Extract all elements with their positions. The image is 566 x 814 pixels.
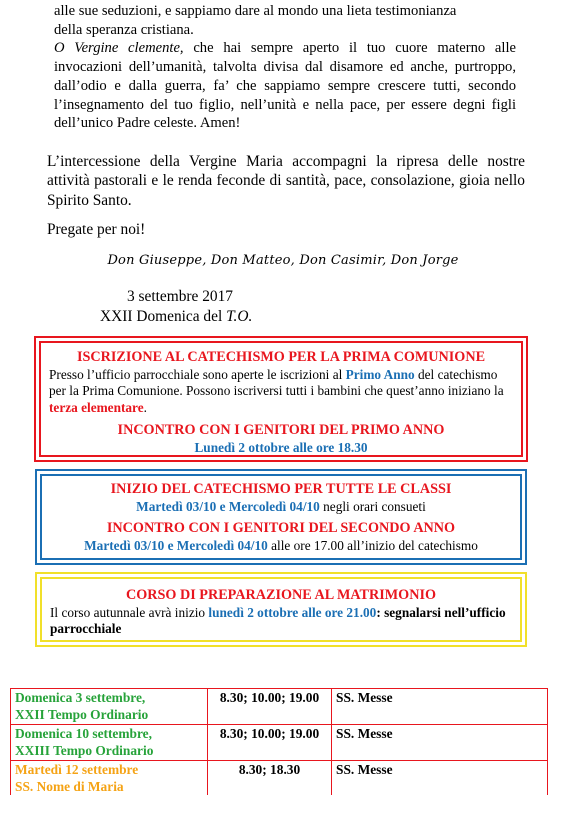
third-grade-highlight: terza elementare [49, 399, 144, 415]
catechism-start-box [35, 469, 527, 565]
prayer-text [54, 2, 516, 133]
table-row [11, 725, 548, 761]
schedule-day: Domenica 3 settembre, XXII Tempo Ordinario [11, 689, 208, 725]
marriage-course-date: lunedì 2 ottobre alle ore 21.00 [208, 605, 377, 620]
prayer-invocation: O Vergine clemente, [54, 40, 184, 57]
prayer-line-2: della speranza cristiana. [54, 21, 194, 38]
date-block [100, 287, 252, 327]
prayer-line-1: alle sue seduzioni, e sappiamo dare al mondo una lieta testimonianza [54, 3, 457, 19]
marriage-course-text: Il corso autunnale avrà inizio lunedì 2 ottobre alle ore 21.00: segnalarsi nell’ufficio parrocchiale [50, 605, 506, 637]
marriage-course-box [35, 572, 527, 647]
second-year-meeting-title: INCONTRO CON I GENITORI DEL SECONDO ANNO [106, 520, 456, 537]
schedule-event: SS. Messe [332, 725, 548, 761]
catechism-start-dates: Martedì 03/10 e Mercoledì 04/10 negli orari consueti [136, 499, 426, 514]
schedule-times: 8.30; 18.30 [208, 761, 332, 796]
marriage-course-title: CORSO DI PREPARAZIONE AL MATRIMONIO [125, 587, 437, 603]
prayer-invocation-paragraph [54, 39, 516, 133]
schedule-times: 8.30; 10.00; 19.00 [208, 689, 332, 725]
schedule-day: Martedì 12 settembre SS. Nome di Maria [11, 761, 208, 796]
date-line: 3 settembre 2017 [127, 288, 233, 305]
schedule-event: SS. Messe [332, 689, 548, 725]
first-year-highlight: Primo Anno [345, 367, 415, 382]
pray-for-us: Pregate per noi! [47, 221, 146, 238]
mass-schedule-table [10, 688, 548, 795]
catechism-registration-text: Presso l’ufficio parrocchiale sono aperte le iscrizioni al Primo Anno del catechismo per la Prima Comunione. Possono iscriversi tutti i bambini che quest’anno iniziano la terza elementare. [49, 367, 504, 415]
catechism-registration-box [34, 336, 528, 462]
catechism-start-title: INIZIO DEL CATECHISMO PER TUTTE LE CLASSI [110, 481, 452, 497]
intercession-paragraph: L’intercessione della Vergine Maria accompagni la ripresa delle nostre attività pastorali e le renda feconde di santità, pace, consolazione, gioia nello Spirito Santo. [47, 153, 525, 209]
schedule-times: 8.30; 10.00; 19.00 [208, 725, 332, 761]
schedule-day: Domenica 10 settembre, XXIII Tempo Ordinario [11, 725, 208, 761]
schedule-event: SS. Messe [332, 761, 548, 796]
signature: Don Giuseppe, Don Matteo, Don Casimir, Don Jorge [107, 253, 459, 268]
table-row [11, 761, 548, 796]
catechism-registration-title: ISCRIZIONE AL CATECHISMO PER LA PRIMA COMUNIONE [76, 349, 486, 365]
first-year-meeting-date: Lunedì 2 ottobre alle ore 18.30 [194, 440, 368, 456]
prayer-invocation-body: che hai sempre aperto il tuo cuore materno alle invocazioni dell’umanità, talvolta divisa dal disamore ed anche, purtroppo, dall’odio e dalla guerra, fa’ che sappiamo sempre crescere tutti, secondo l’insegnamento del tuo figlio, nell’unità e nella pace, per essere degni figli dell’unico Padre celeste. Amen! [54, 40, 516, 132]
second-year-meeting-dates: Martedì 03/10 e Mercoledì 04/10 alle ore 17.00 all’inizio del catechismo [84, 538, 478, 554]
table-row [11, 689, 548, 725]
first-year-meeting-title: INCONTRO CON I GENITORI DEL PRIMO ANNO [117, 422, 445, 439]
liturgical-day-line: XXII Domenica del T.O. [100, 308, 253, 325]
